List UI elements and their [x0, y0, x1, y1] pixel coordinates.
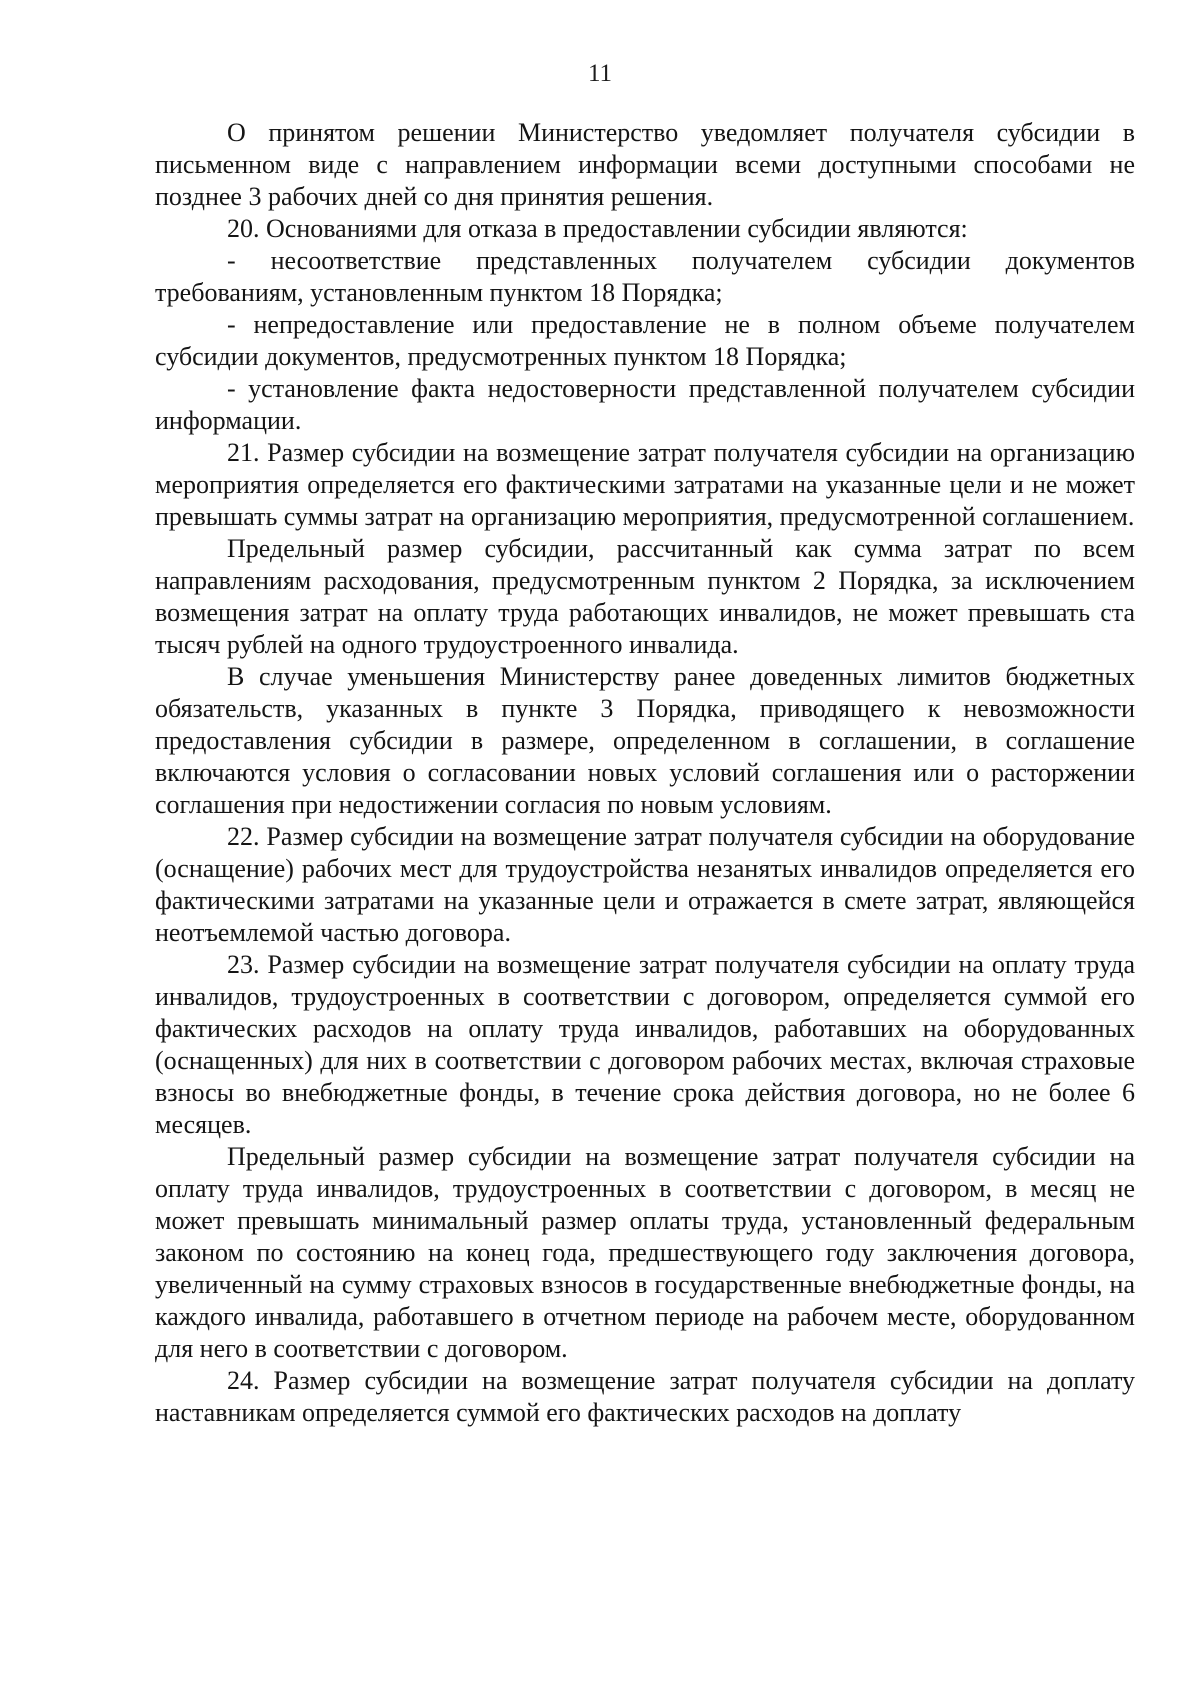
page-number: 11	[587, 60, 613, 87]
paragraph: 21. Размер субсидии на возмещение затрат получателя субсидии на организацию мероприятия определяется его фактическими затратами на указанные цели и не может превышать суммы затрат на организацию мероприятия, предусмотренной соглашением.	[155, 438, 1135, 531]
paragraph: В случае уменьшения Министерству ранее доведенных лимитов бюджетных обязательств, указанных в пункте 3 Порядка, приводящего к невозможности предоставления субсидии в размере, определенном в соглашении, в соглашение включаются условия о согласовании новых условий соглашения или о расторжении соглашения при недостижении согласия по новым условиям.	[155, 662, 1135, 819]
paragraph: 24. Размер субсидии на возмещение затрат получателя субсидии на доплату наставникам определяется суммой его фактических расходов на доплату	[155, 1366, 1135, 1427]
paragraph: О принятом решении Министерство уведомляет получателя субсидии в письменном виде с направлением информации всеми доступными способами не позднее 3 рабочих дней со дня принятия решения.	[155, 118, 1135, 211]
paragraph: Предельный размер субсидии, рассчитанный как сумма затрат по всем направлениям расходования, предусмотренным пунктом 2 Порядка, за исключением возмещения затрат на оплату труда работающих инвалидов, не может превышать ста тысяч рублей на одного трудоустроенного инвалида.	[155, 534, 1135, 659]
document-body	[155, 117, 1135, 1429]
paragraph: 22. Размер субсидии на возмещение затрат получателя субсидии на оборудование (оснащение) рабочих мест для трудоустройства незанятых инвалидов определяется его фактическими затратами на указанные цели и отражается в смете затрат, являющейся неотъемлемой частью договора.	[155, 822, 1135, 947]
paragraph: Предельный размер субсидии на возмещение затрат получателя субсидии на оплату труда инвалидов, трудоустроенных в соответствии с договором, в месяц не может превышать минимальный размер оплаты труда, установленный федеральным законом по состоянию на конец года, предшествующего году заключения договора, увеличенный на сумму страховых взносов в государственные внебюджетные фонды, на каждого инвалида, работавшего в отчетном периоде на рабочем месте, оборудованном для него в соответствии с договором.	[155, 1142, 1135, 1363]
paragraph: 20. Основаниями для отказа в предоставлении субсидии являются:	[227, 214, 968, 243]
paragraph: 23. Размер субсидии на возмещение затрат получателя субсидии на оплату труда инвалидов, трудоустроенных в соответствии с договором, определяется суммой его фактических расходов на оплату труда инвалидов, работавших на оборудованных (оснащенных) для них в соответствии с договором рабочих местах, включая страховые взносы во внебюджетные фонды, в течение срока действия договора, но не более 6 месяцев.	[155, 950, 1135, 1139]
paragraph: - несоответствие представленных получателем субсидии документов требованиям, установленным пунктом 18 Порядка;	[155, 246, 1135, 307]
paragraph: - непредоставление или предоставление не в полном объеме получателем субсидии документов, предусмотренных пунктом 18 Порядка;	[155, 310, 1135, 371]
paragraph: - установление факта недостоверности представленной получателем субсидии информации.	[155, 374, 1135, 435]
